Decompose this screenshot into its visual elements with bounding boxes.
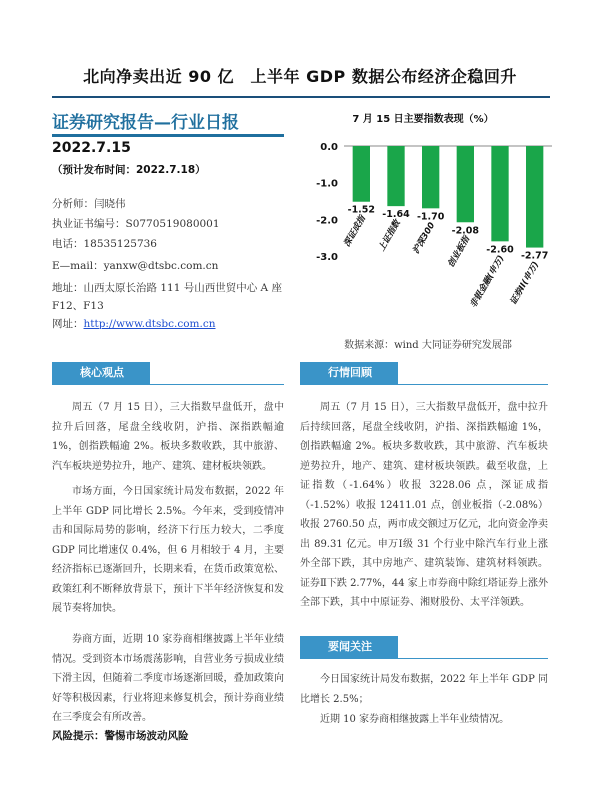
chart-source: 数据来源：wind 大同证券研究发展部 [344,340,512,351]
bar-value-label: -2.77 [520,250,549,262]
bar [353,146,370,202]
email-label: E—mail： [52,260,104,272]
core-paragraph-1: 周五（7 月 15 日），三大指数早盘低开，盘中拉升后回落，尾盘全线收阴，沪指、深指跌幅逾 1%，创指跌幅逾 2%。板块多数收跌，其中旅游、汽车板块逆势拉升，地产、建筑、建材板块领跌。 [52,402,284,472]
category-label: 非银金融(申万) [468,253,507,310]
y-tick-label: -3.0 [316,252,338,263]
section-core-views: 核心观点 [52,362,150,384]
email-line [52,258,218,273]
phone-number: 电话：18535125736 [52,238,157,250]
bar [491,146,508,241]
section-core-underline [52,384,284,385]
news-paragraph-1: 今日国家统计局发布数据，2022 年上半年 GDP 同比增长 2.5%； [300,674,548,705]
y-tick-label: -1.0 [316,178,338,190]
category-label: 深证成指 [342,214,368,249]
document-headline: 北向净卖出近 90 亿 上半年 GDP 数据公布经济企稳回升 [83,67,517,86]
address-line-1: 地址：山西太原长治路 111 号山西世贸中心 A 座 [52,282,282,294]
bar-value-label: -1.70 [416,211,445,223]
news-paragraph-2: 近期 10 家券商相继披露上半年业绩情况。 [320,714,510,725]
y-tick-label: -2.0 [316,215,338,227]
bar [422,146,439,208]
core-paragraph-2: 市场方面，今日国家统计局发布数据，2022 年上半年 GDP 同比增长 2.5%。今年来，受到疫情冲击和国际局势的影响，经济下行压力较大，二季度 GDP 同比增速仅 0.4%，但 6 月相较于 4 月，主要经济指标已逐渐回升，长期来看，在货币政策宽松、政策红利不断释放背景下，预计下半年经济恢复和发展节奏将加快。 [52,486,284,614]
bar-value-label: -1.52 [347,204,376,216]
analyst-name: 分析师：闫晓伟 [52,198,126,210]
bar [387,146,404,206]
report-date: 2022.7.15 [52,140,131,156]
index-performance-chart [300,122,560,332]
risk-warning: 风险提示：警惕市场波动风险 [52,730,189,742]
website-label: 网址： [52,318,84,330]
market-paragraph: 周五（7 月 15 日），三大指数早盘低开，盘中拉升后持续回落，尾盘全线收阴，沪指、深指跌幅逾 1%，创指跌幅逾 2%。板块多数收跌，其中旅游、汽车板块逆势拉升，地产、建筑、建材板块领跌。截至收盘，上证指数（-1.64%）收报 3228.06 点，深证成指（-1.52%）收报 12411.01 点，创业板指（-2.08%）收报 2760.50 点，两市成交额过万亿元，北向资金净卖出 89.31 亿元。申万Ⅰ级 31 个行业中除汽车行业上涨外全部下跌，其中房地产、建筑装饰、建筑材料领跌。证券Ⅱ下跌 2.77%，44 家上市券商中除红塔证券上涨外全部下跌，其中中原证券、湘财股份、太平洋领跌。 [300,402,548,608]
section-news-underline [300,658,548,659]
y-tick-label: 0.0 [320,142,338,153]
license-number: 执业证书编号：S0770519080001 [52,218,220,230]
chart-title: 7 月 15 日主要指数表现（%） [352,114,494,125]
publish-date: （预计发布时间：2022.7.18） [52,164,206,176]
core-paragraph-3: 券商方面，近期 10 家券商相继披露上半年业绩情况。受到资本市场震荡影响，自营业务亏损成业绩下滑主因，但随着二季度市场逐渐回暖，叠加政策向好等积极因素，行业将迎来修复机会，预计券商业绩在三季度会有所改善。 [52,634,284,723]
category-label: 上证指数 [376,218,403,254]
category-label: 证券II(申万) [508,260,542,307]
headline-divider [52,96,550,98]
section-news-focus: 要闻关注 [300,636,398,658]
bar-value-label: -2.08 [451,225,480,237]
email-address[interactable]: yanxw@dtsbc.com.cn [103,260,219,272]
website-link[interactable]: http://www.dtsbc.com.cn [83,318,216,330]
address-line-2: F12、F13 [52,300,104,312]
bar-value-label: -2.60 [486,244,514,256]
bar [526,146,543,248]
section-market-review: 行情回顾 [300,362,398,384]
report-title-underline [52,134,284,137]
website-line [52,316,216,331]
category-label: 创业板指 [446,234,472,270]
section-market-underline [300,384,548,385]
bar [457,146,474,222]
report-title: 证券研究报告—行业日报 [52,113,239,133]
bar-value-label: -1.64 [382,209,410,221]
category-label: 沪深300 [411,220,438,256]
